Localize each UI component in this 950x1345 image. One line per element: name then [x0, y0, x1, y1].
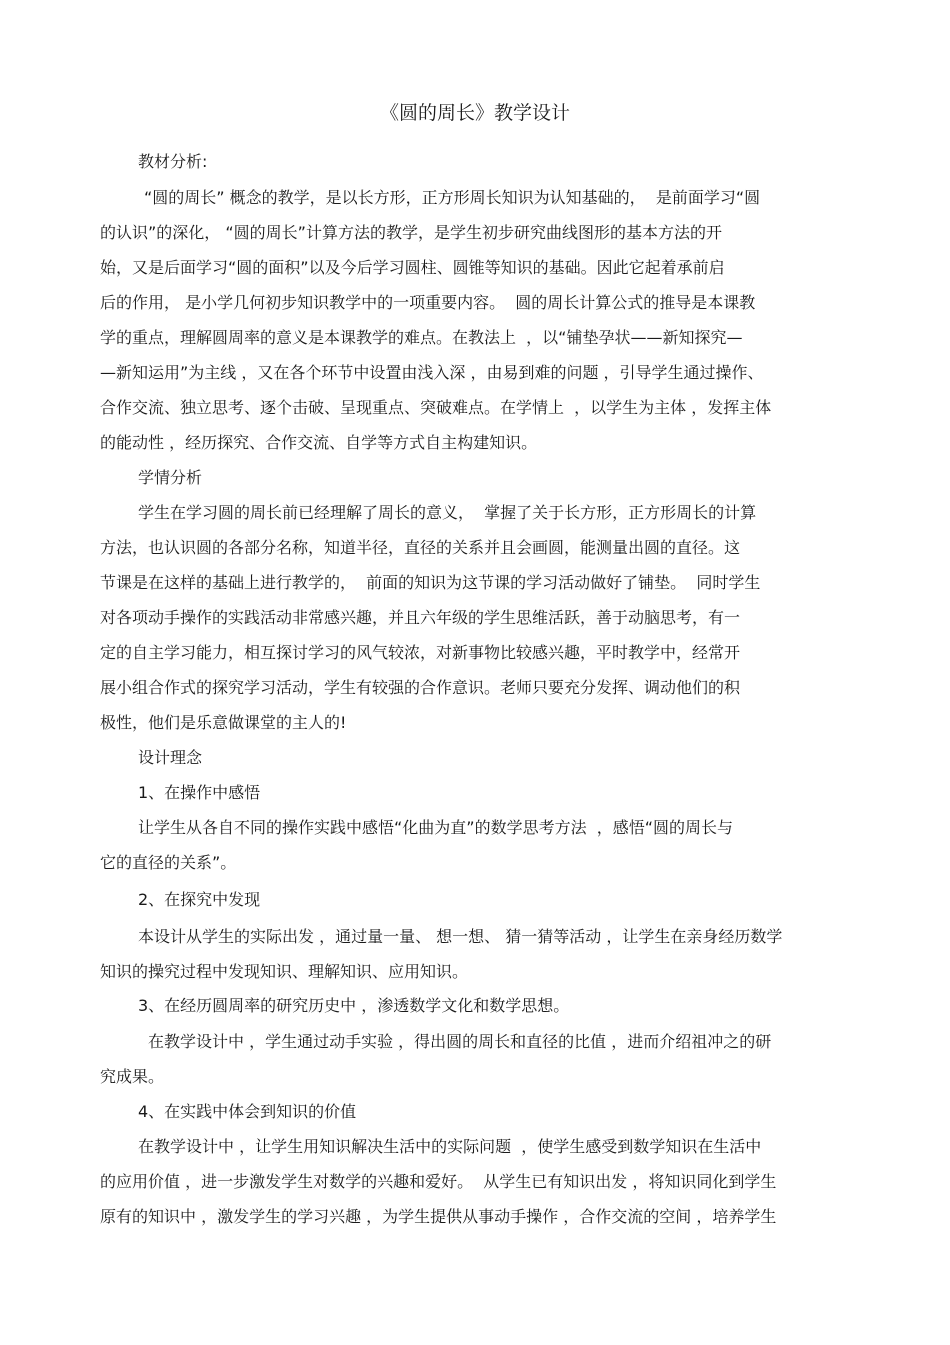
heading-textbook-analysis: 教材分析:: [138, 152, 208, 171]
paragraph-line: 在教学设计中 ，让学生用知识解决生活中的实际问题 ，使学生感受到数学知识在生活中: [138, 1137, 762, 1156]
paragraph-line: 在教学设计中 ，学生通过动手实验 ，得出圆的周长和直径的比值 ，进而介绍祖冲之的研: [148, 1032, 772, 1051]
paragraph-line: 对各项动手操作的实践活动非常感兴趣，并且六年级的学生思维活跃，善于动脑思考，有一: [100, 608, 741, 627]
subheading-4: 4、在实践中体会到知识的价值: [138, 1102, 357, 1121]
subheading-1: 1、在操作中感悟: [138, 783, 261, 802]
paragraph-line: 始，又是后面学习“圆的面积”以及今后学习圆柱、圆锥等知识的基础。因此它起着承前启: [100, 258, 725, 277]
subheading-3: 3、在经历圆周率的研究历史中 ，渗透数学文化和数学思想。: [138, 996, 570, 1015]
paragraph-line: 定的自主学习能力，相互探讨学习的风气较浓，对新事物比较感兴趣，平时教学中，经常开: [100, 643, 741, 662]
heading-student-analysis: 学情分析: [138, 468, 203, 487]
paragraph-line: 究成果。: [100, 1067, 165, 1086]
paragraph-line: 的能动性 ，经历探究、合作交流、自学等方式自主构建知识。: [100, 433, 538, 452]
page-title: 《圆的周长》教学设计: [379, 102, 570, 124]
paragraph-line: 它的直径的关系”。: [100, 853, 237, 872]
paragraph-line: 原有的知识中 ，激发学生的学习兴趣 ，为学生提供从事动手操作 ，合作交流的空间 ，培养学生: [100, 1207, 777, 1226]
paragraph-line: 让学生从各自不同的操作实践中感悟“化曲为直”的数学思考方法 ，感悟“圆的周长与: [138, 818, 734, 837]
paragraph-line: 节课是在这样的基础上进行教学的， 前面的知识为这节课的学习活动做好了铺垫。 同时学生: [100, 573, 761, 592]
paragraph-line: 合作交流、独立思考、逐个击破、呈现重点、突破难点。在学情上 ，以学生为主体 ，发挥主体: [100, 398, 772, 417]
paragraph-line: 本设计从学生的实际出发 ，通过量一量、 想一想、 猜一猜等活动 ，让学生在亲身经历数学: [138, 927, 783, 946]
subheading-2: 2、在探究中发现: [138, 890, 261, 909]
paragraph-line: 学的重点，理解圆周率的意义是本课教学的难点。在教法上 ，以“铺垫孕状——新知探究—: [100, 328, 743, 347]
heading-design-concept: 设计理念: [138, 748, 203, 767]
paragraph-line: 后的作用， 是小学几何初步知识教学中的一项重要内容。 圆的周长计算公式的推导是本课教: [100, 293, 756, 312]
paragraph-line: 展小组合作式的探究学习活动，学生有较强的合作意识。老师只要充分发挥、调动他们的积: [100, 678, 741, 697]
paragraph-line: 学生在学习圆的周长前已经理解了周长的意义， 掌握了关于长方形，正方形周长的计算: [138, 503, 757, 522]
paragraph-line: “圆的周长” 概念的教学，是以长方形，正方形周长知识为认知基础的， 是前面学习“圆: [144, 188, 761, 207]
paragraph-line: 知识的操究过程中发现知识、理解知识、应用知识。: [100, 962, 469, 981]
paragraph-line: 的应用价值 ，进一步激发学生对数学的兴趣和爱好。 从学生已有知识出发 ，将知识同化到学生: [100, 1172, 777, 1191]
paragraph-line: 极性，他们是乐意做课堂的主人的!: [100, 713, 347, 732]
paragraph-line: 方法，也认识圆的各部分名称，知道半径，直径的关系并且会画圆，能测量出圆的直径。这: [100, 538, 741, 557]
paragraph-line: —新知运用”为主线 ，又在各个环节中设置由浅入深 ，由易到难的问题 ，引导学生通过操作、: [100, 363, 764, 382]
paragraph-line: 的认识”的深化， “圆的周长”计算方法的教学，是学生初步研究曲线图形的基本方法的开: [100, 223, 722, 242]
